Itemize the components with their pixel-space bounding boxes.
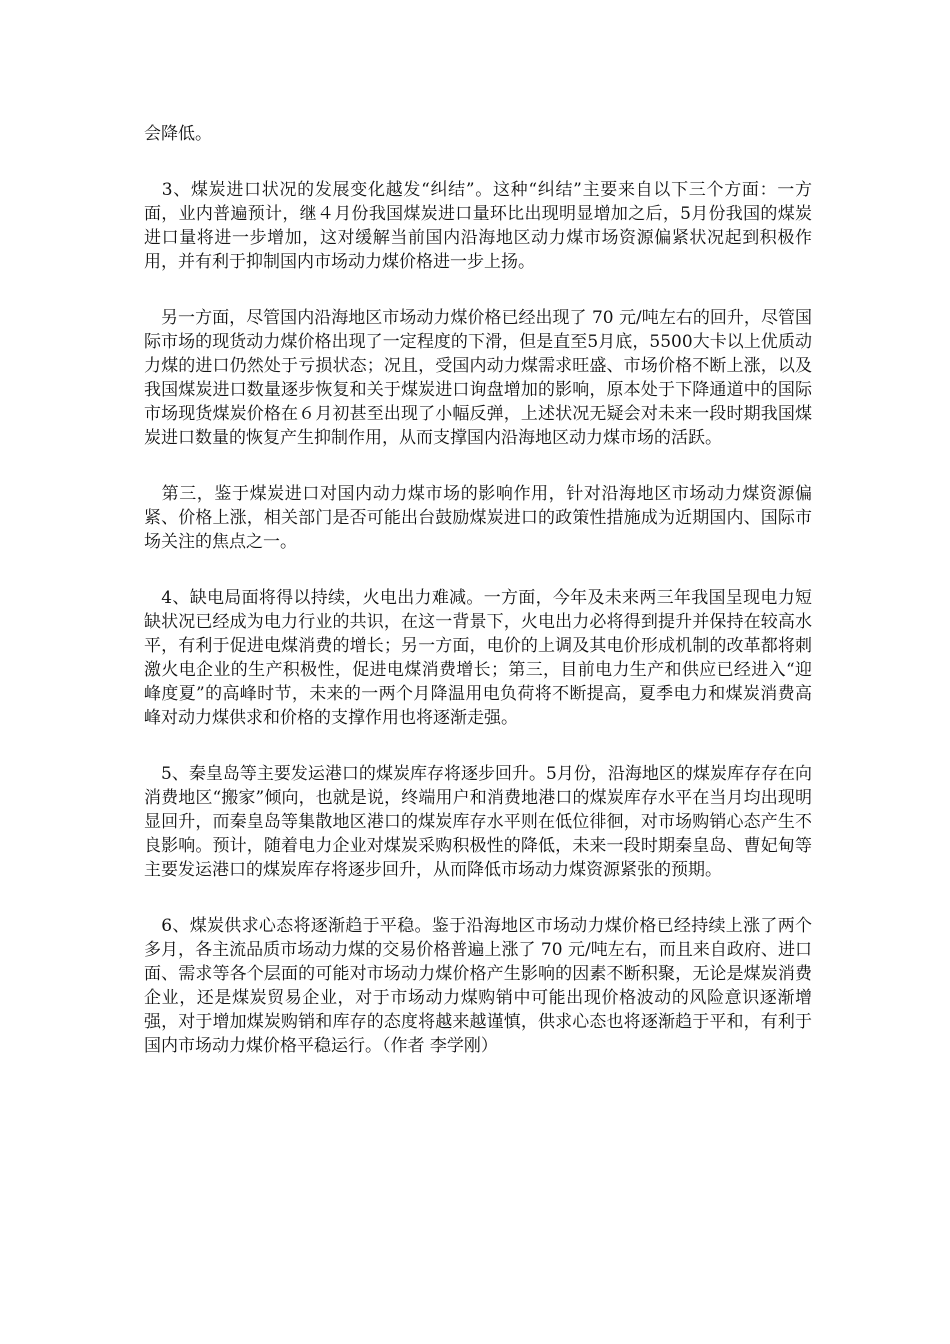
paragraph-port-inventory: 5、秦皇岛等主要发运港口的煤炭库存将逐步回升。5月份，沿海地区的煤炭库存存在向消费地区“搬家”倾向，也就是说，终端用户和消费地港口的煤炭库存水平在当月均出现明显回升，而秦皇岛等集散地区港口的煤炭库存水平则在低位徘徊，对市场购销心态产生不良影响。预计，随着电力企业对煤炭采购积极性的降低，未来一段时期秦皇岛、曹妃甸等主要发运港口的煤炭库存将逐步回升，从而降低市场动力煤资源紧张的预期。	[144, 764, 812, 880]
paragraph-gap	[144, 730, 812, 762]
paragraph-supply-demand: 6、煤炭供求心态将逐渐趋于平稳。鉴于沿海地区市场动力煤价格已经持续上涨了两个多月，各主流品质市场动力煤的交易价格普遍上涨了 70 元/吨左右，而且来自政府、进口面、需求等各个层面的可能对市场动力煤价格产生影响的因素不断积聚，无论是煤炭消费企业，还是煤炭贸易企业，对于市场动力煤购销中可能出现价格波动的风险意识逐渐增强，对于增加煤炭购销和库存的态度将越来越谨慎，供求心态也将逐渐趋于平和，有利于国内市场动力煤价格平稳运行。（作者 李学刚）	[144, 916, 812, 1056]
paragraph-gap	[144, 554, 812, 586]
paragraph-coal-import: 3、煤炭进口状况的发展变化越发“纠结”。这种“纠结”主要来自以下三个方面：一方面，业内普遍预计，继４月份我国煤炭进口量环比出现明显增加之后，5月份我国的煤炭进口量将进一步增加，这对缓解当前国内沿海地区动力煤市场资源偏紧状况起到积极作用，并有利于抑制国内市场动力煤价格进一步上扬。	[144, 180, 812, 272]
paragraph-gap	[144, 450, 812, 482]
paragraph-gap	[144, 146, 812, 178]
document-body	[144, 122, 812, 1058]
paragraph-continuation: 会降低。	[144, 124, 212, 144]
paragraph-gap	[144, 882, 812, 914]
paragraph-third: 第三，鉴于煤炭进口对国内动力煤市场的影响作用，针对沿海地区市场动力煤资源偏紧、价格上涨，相关部门是否可能出台鼓励煤炭进口的政策性措施成为近期国内、国际市场关注的焦点之一。	[144, 484, 812, 552]
paragraph-gap	[144, 274, 812, 306]
paragraph-other-hand: 另一方面，尽管国内沿海地区市场动力煤价格已经出现了 70 元/吨左右的回升，尽管国际市场的现货动力煤价格出现了一定程度的下滑，但是直至5月底，5500大卡以上优质动力煤的进口仍然处于亏损状态；况且，受国内动力煤需求旺盛、市场价格不断上涨，以及我国煤炭进口数量逐步恢复和关于煤炭进口询盘增加的影响，原本处于下降通道中的国际市场现货煤炭价格在６月初甚至出现了小幅反弹，上述状况无疑会对未来一段时期我国煤炭进口数量的恢复产生抑制作用，从而支撑国内沿海地区动力煤市场的活跃。	[144, 308, 812, 448]
paragraph-power-shortage: 4、缺电局面将得以持续，火电出力难减。一方面，今年及未来两三年我国呈现电力短缺状况已经成为电力行业的共识，在这一背景下，火电出力必将得到提升并保持在较高水平，有利于促进电煤消费的增长；另一方面，电价的上调及其电价形成机制的改革都将刺激火电企业的生产积极性，促进电煤消费增长；第三，目前电力生产和供应已经进入“迎峰度夏”的高峰时节，未来的一两个月降温用电负荷将不断提高，夏季电力和煤炭消费高峰对动力煤供求和价格的支撑作用也将逐渐走强。	[144, 588, 812, 728]
